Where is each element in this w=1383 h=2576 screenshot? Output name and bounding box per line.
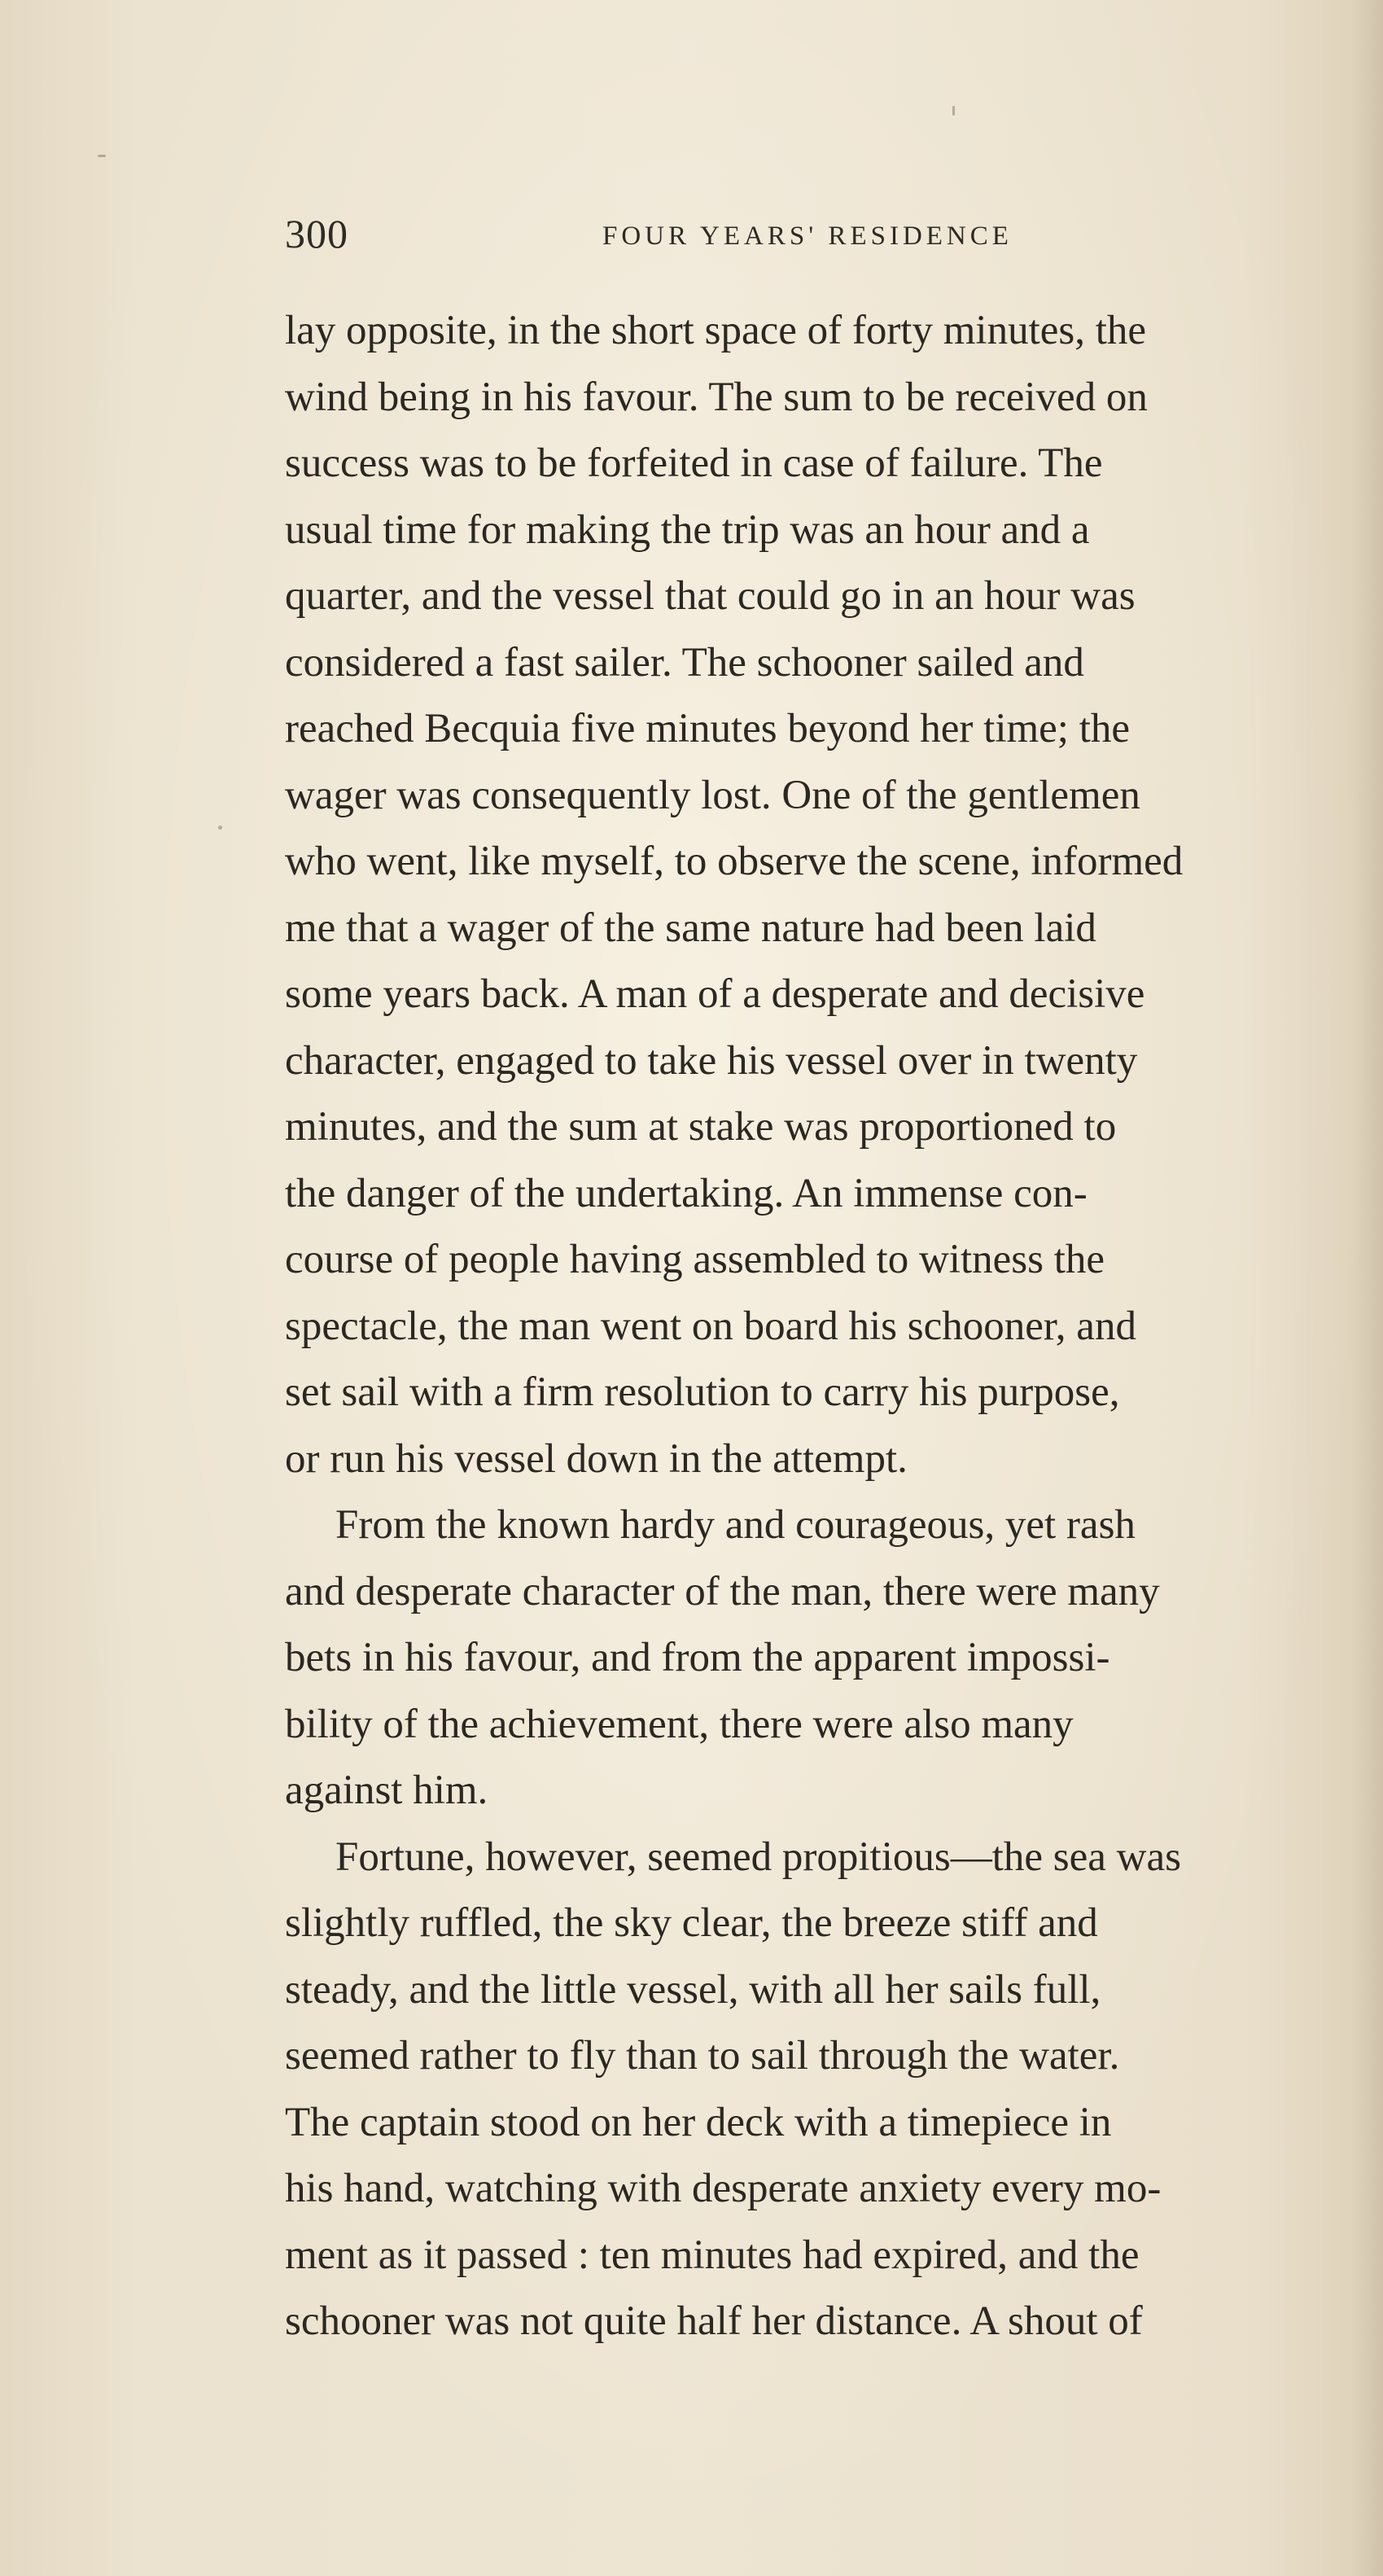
paper-speck <box>98 155 106 157</box>
text-line: course of people having assembled to witness the <box>285 1237 1105 1282</box>
text-line: wager was consequently lost. One of the gentlemen <box>285 772 1140 818</box>
text-line: who went, like myself, to observe the scene, informed <box>285 839 1184 884</box>
body-text <box>285 298 1376 2355</box>
text-line: character, engaged to take his vessel over in twenty <box>285 1037 1138 1084</box>
text-line: spectacle, the man went on board his schooner, and <box>285 1303 1136 1349</box>
text-line: seemed rather to fly than to sail through the water. <box>285 2033 1120 2079</box>
text-line: set sail with a firm resolution to carry his purpose, <box>285 1369 1120 1415</box>
page-header <box>285 205 1131 262</box>
text-line: bility of the achievement, there were also many <box>285 1701 1074 1747</box>
page-number: 300 <box>285 211 348 256</box>
text-line: the danger of the undertaking. An immense con- <box>285 1170 1088 1216</box>
text-line: considered a fast sailer. The schooner sailed and <box>285 639 1084 686</box>
text-line: wind being in his favour. The sum to be received on <box>285 374 1148 420</box>
running-head: FOUR YEARS' RESIDENCE <box>602 221 1013 251</box>
text-line: against him. <box>285 1768 488 1813</box>
text-line: bets in his favour, and from the apparent impossi- <box>285 1635 1110 1680</box>
text-line: quarter, and the vessel that could go in an hour was <box>285 573 1136 619</box>
text-line: or run his vessel down in the attempt. <box>285 1435 908 1482</box>
text-line: steady, and the little vessel, with all her sails full, <box>285 1966 1101 2013</box>
text-line: lay opposite, in the short space of forty minutes, the <box>285 308 1147 353</box>
text-line: From the known hardy and courageous, yet rash <box>335 1502 1136 1548</box>
paper-speck <box>952 106 955 116</box>
text-line: his hand, watching with desperate anxiety every mo- <box>285 2166 1162 2211</box>
text-line: The captain stood on her deck with a timepiece in <box>285 2099 1112 2145</box>
text-line: Fortune, however, seemed propitious—the sea was <box>335 1833 1181 1880</box>
text-line: usual time for making the trip was an hour and a <box>285 506 1090 553</box>
text-line: me that a wager of the same nature had been laid <box>285 905 1096 951</box>
text-line: schooner was not quite half her distance. A shout of <box>285 2298 1143 2344</box>
text-line: and desperate character of the man, there were many <box>285 1568 1160 1614</box>
text-line: ment as it passed : ten minutes had expired, and the <box>285 2232 1140 2278</box>
text-line: slightly ruffled, the sky clear, the breeze stiff and <box>285 1900 1098 1946</box>
text-line: reached Becquia five minutes beyond her time; the <box>285 706 1131 751</box>
paper-speck <box>218 826 222 830</box>
text-line: minutes, and the sum at stake was proportioned to <box>285 1104 1117 1150</box>
text-line: success was to be forfeited in case of failure. The <box>285 440 1103 486</box>
text-line: some years back. A man of a desperate and decisive <box>285 971 1145 1017</box>
